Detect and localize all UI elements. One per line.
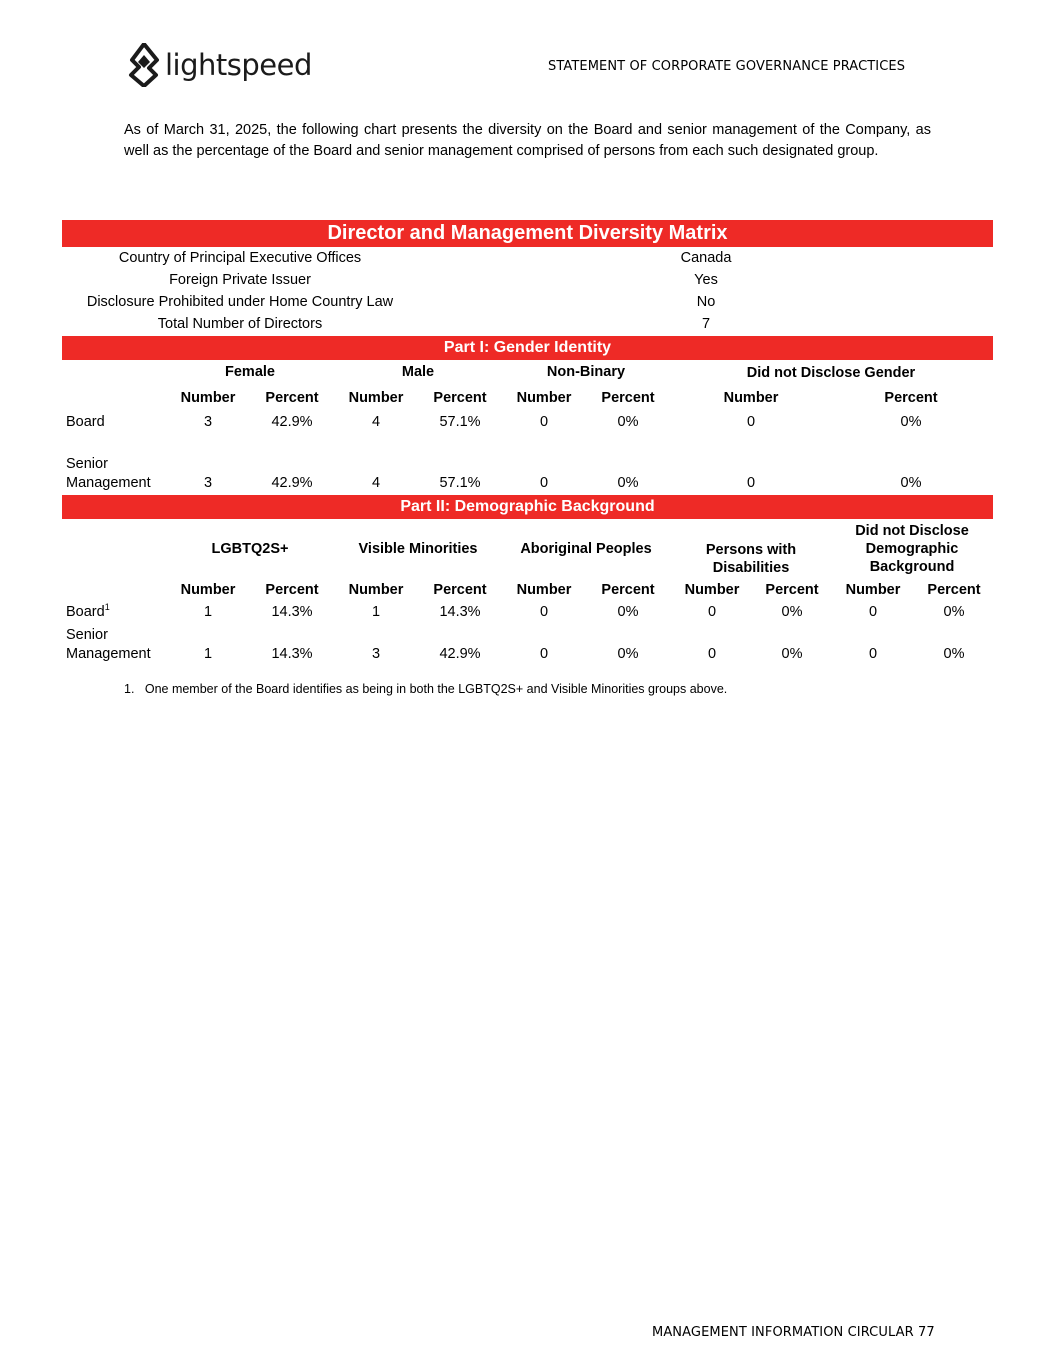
subheader-number: Number [845,582,901,598]
info-label: Disclosure Prohibited under Home Country Law [86,294,394,310]
table-cell: 0% [781,646,803,662]
flame-icon [127,43,161,87]
group-header-visible-minorities: Visible Minorities [358,541,478,557]
table-cell: 0% [943,604,965,620]
subheader-number: Number [348,390,404,406]
table-cell: 3 [203,475,213,491]
table-cell: 0% [943,646,965,662]
table-cell: 0% [900,414,922,430]
info-label: Country of Principal Executive Offices [118,250,362,266]
table-cell: 0% [617,646,639,662]
info-label: Total Number of Directors [157,316,323,332]
group-header-lgbtq: LGBTQ2S+ [211,541,289,557]
subheader-percent: Percent [265,390,319,406]
row-label-board: Board$^1$ [66,602,110,620]
table-cell: 0 [868,646,878,662]
table-cell: 0% [781,604,803,620]
subheader-percent: Percent [433,390,487,406]
subheader-percent: Percent [601,390,655,406]
subheader-percent: Percent [433,582,487,598]
intro-paragraph: As of March 31, 2025, the following chart presents the diversity on the Board and senior management of the Company, as well as the percentage of the Board and senior management comprised of persons from each such designated group. [124,122,931,159]
table-cell: 4 [371,475,381,491]
group-header-undisclosed-demographic: Did not Disclose Demographic Background [855,523,969,575]
row-label-senior: Senior [66,456,108,472]
table-cell: 0% [617,414,639,430]
table-cell: 0 [707,646,717,662]
table-cell: 57.1% [439,414,481,430]
info-value: 7 [701,316,711,332]
part2-title: Part II: Demographic Background [62,495,993,519]
subheader-number: Number [516,582,572,598]
table-cell: 1 [371,604,381,620]
table-cell: 0 [539,604,549,620]
group-header-aboriginal: Aboriginal Peoples [520,541,652,557]
brand-name: lightspeed [165,47,312,82]
row-label-management: Management [66,646,151,662]
table-cell: 42.9% [439,646,481,662]
table-cell: 0% [617,475,639,491]
part1-title: Part I: Gender Identity [62,336,993,360]
table-cell: 1 [203,604,213,620]
group-header-female: Female [225,364,275,380]
table-cell: 14.3% [271,604,313,620]
matrix-title: Director and Management Diversity Matrix [62,220,993,247]
subheader-percent: Percent [884,390,938,406]
subheader-percent: Percent [601,582,655,598]
subheader-percent: Percent [265,582,319,598]
page-footer: MANAGEMENT INFORMATION CIRCULAR 77 [652,1325,935,1340]
table-cell: 0% [617,604,639,620]
footnote-ref: 1 [104,602,110,613]
group-header-male: Male [401,364,435,380]
info-value: Yes [694,272,718,288]
subheader-number: Number [180,582,236,598]
subheader-number: Number [723,390,779,406]
group-header-undisclosed-gender: Did not Disclose Gender [746,365,916,381]
row-label-management: Management [66,475,151,491]
table-cell: 0 [539,646,549,662]
info-value: No [696,294,716,310]
group-header-non-binary: Non-Binary [546,364,626,380]
subheader-percent: Percent [927,582,981,598]
row-label-senior: Senior [66,627,108,643]
subheader-number: Number [516,390,572,406]
table-cell: 0 [707,604,717,620]
subheader-number: Number [684,582,740,598]
table-cell: 0 [539,475,549,491]
subheader-percent: Percent [765,582,819,598]
subheader-number: Number [348,582,404,598]
subheader-number: Number [180,390,236,406]
table-cell: 42.9% [271,414,313,430]
table-cell: 0 [539,414,549,430]
page-header-title: STATEMENT OF CORPORATE GOVERNANCE PRACTICES [548,59,906,74]
table-cell: 3 [371,646,381,662]
table-cell: 1 [203,646,213,662]
footnote: 1. One member of the Board identifies as being in both the LGBTQ2S+ and Visible Minorities groups above. [124,682,728,696]
table-cell: 14.3% [439,604,481,620]
group-header-disabilities: Persons with Disabilities [705,542,797,576]
table-cell: 0% [900,475,922,491]
table-cell: 0 [746,475,756,491]
table-cell: 42.9% [271,475,313,491]
table-cell: 14.3% [271,646,313,662]
table-cell: 4 [371,414,381,430]
table-cell: 0 [746,414,756,430]
lightspeed-logo [127,43,312,87]
table-cell: 57.1% [439,475,481,491]
info-label: Foreign Private Issuer [169,272,311,288]
table-cell: 3 [203,414,213,430]
row-label-board: Board [66,414,105,430]
info-value: Canada [680,250,732,266]
table-cell: 0 [868,604,878,620]
